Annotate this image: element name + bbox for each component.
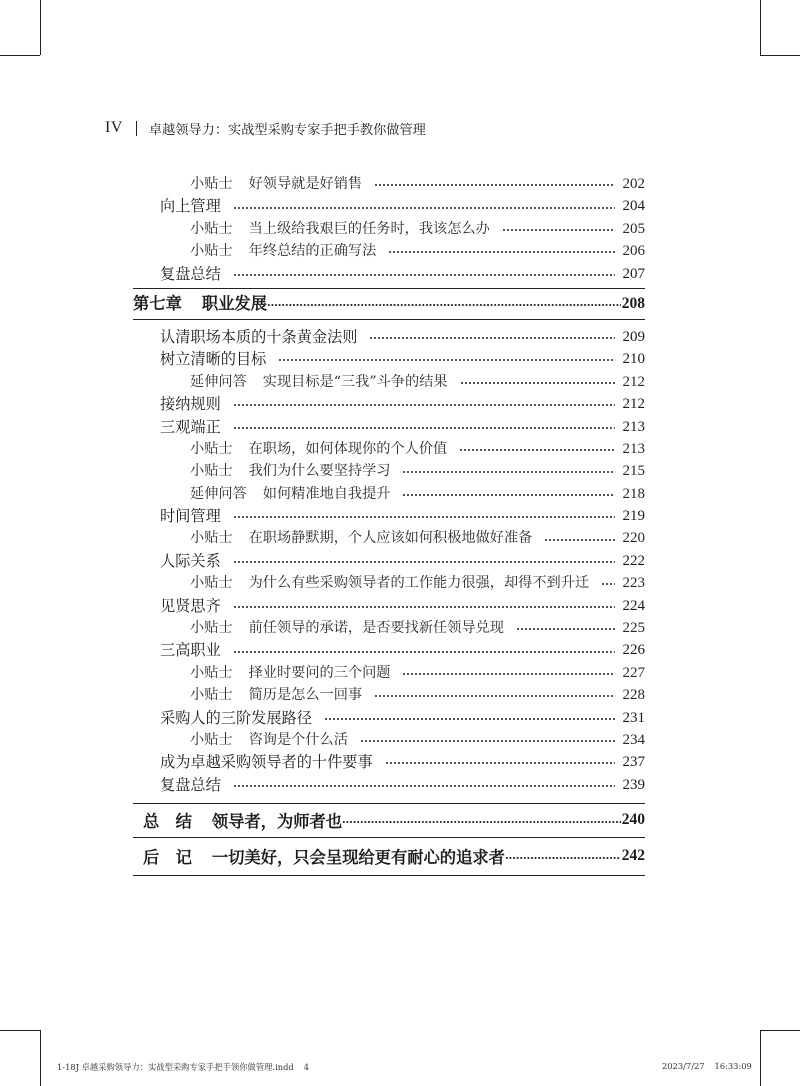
entry-page-number: 220 — [622, 530, 645, 547]
entry-title: 复盘总结 — [160, 775, 221, 794]
crop-mark-top-right-vertical — [760, 0, 761, 55]
entry-title: 在职场静默期，个人应该如何积极地做好准备 — [248, 530, 533, 547]
entry-page-number: 237 — [622, 754, 645, 771]
slug-time: 16:33:09 — [714, 1061, 752, 1071]
header-divider — [136, 121, 137, 136]
crop-mark-top-right-horizontal — [760, 55, 800, 56]
entry-title: 见贤思齐 — [160, 596, 221, 615]
dot-leader — [516, 617, 615, 639]
toc-tip-entry — [133, 173, 645, 195]
dot-leader — [267, 289, 621, 319]
crop-mark-top-left-vertical — [40, 0, 41, 55]
table-of-contents — [133, 173, 645, 876]
entry-tag-label: 小贴士 — [190, 220, 233, 237]
afterword-page-number: 242 — [621, 847, 645, 865]
entry-title: 认清职场本质的十条黄金法则 — [160, 327, 358, 346]
entry-title: 树立清晰的目标 — [160, 350, 267, 369]
entry-tag-label: 小贴士 — [190, 731, 233, 748]
dot-leader — [502, 218, 615, 240]
entry-tag-label: 小贴士 — [190, 463, 233, 480]
toc-tip-entry — [133, 662, 645, 684]
afterword-label: 后 记 — [143, 848, 192, 868]
entry-page-number: 210 — [622, 351, 645, 368]
entry-title: 向上管理 — [160, 197, 221, 216]
entry-tag-label: 延伸问答 — [190, 485, 247, 502]
toc-section-entry — [133, 751, 645, 773]
toc-tip-entry — [133, 684, 645, 706]
entry-title: 三高职业 — [160, 641, 221, 660]
dot-leader — [369, 326, 614, 348]
dot-leader — [385, 751, 615, 773]
entry-title: 实现目标是“三我”斗争的结果 — [262, 373, 448, 390]
conclusion-title: 领导者，为师者也 — [211, 812, 343, 832]
entry-page-number: 206 — [622, 243, 645, 260]
dot-leader — [505, 838, 621, 875]
entry-title: 人际关系 — [160, 551, 221, 570]
entry-page-number: 213 — [622, 440, 645, 457]
toc-continued-list — [133, 173, 645, 285]
entry-title: 简历是怎么一回事 — [248, 687, 363, 704]
dot-leader — [233, 416, 615, 438]
toc-tip-entry — [133, 218, 645, 240]
entry-page-number: 202 — [622, 176, 645, 192]
toc-section-entry — [133, 505, 645, 527]
slug-file-name: 1-18J 卓越采购领导力：实战型采购专家手把手领你做管理.indd — [57, 1062, 294, 1072]
toc-tip-entry — [133, 438, 645, 460]
entry-title: 我们为什么要坚持学习 — [248, 463, 391, 480]
entry-page-number: 224 — [622, 597, 645, 614]
entry-page-number: 234 — [622, 731, 645, 748]
toc-section-entry — [133, 707, 645, 729]
crop-mark-bottom-right-horizontal — [760, 1030, 800, 1031]
toc-tip-entry — [133, 729, 645, 751]
entry-page-number: 223 — [622, 575, 645, 592]
dot-leader — [402, 662, 614, 684]
book-title: 卓越领导力：实战型采购专家手把手教你做管理 — [148, 122, 426, 138]
chapter-label: 第七章 — [133, 293, 182, 313]
entry-title: 如何精准地自我提升 — [262, 485, 391, 502]
toc-section-entry — [133, 416, 645, 438]
entry-page-number: 219 — [622, 508, 645, 525]
toc-section-entry — [133, 393, 645, 415]
dot-leader — [388, 240, 614, 262]
toc-section-entry — [133, 550, 645, 572]
entry-page-number: 228 — [622, 687, 645, 704]
dot-leader — [342, 804, 621, 837]
entry-title: 择业时要问的三个问题 — [248, 664, 391, 681]
entry-page-number: 213 — [622, 418, 645, 435]
toc-conclusion-entry — [133, 803, 645, 838]
dot-leader — [324, 707, 615, 729]
entry-tag-label: 小贴士 — [190, 687, 233, 704]
toc-chapter-entries-list — [133, 326, 645, 796]
entry-page-number: 218 — [622, 485, 645, 502]
toc-tip-entry — [133, 527, 645, 549]
dot-leader — [233, 263, 615, 285]
toc-section-entry — [133, 263, 645, 285]
slug-date: 2023/7/27 — [662, 1061, 705, 1071]
print-slug-file — [57, 1061, 309, 1073]
entry-page-number: 212 — [622, 396, 645, 413]
dot-leader — [544, 527, 614, 549]
dot-leader — [402, 483, 614, 505]
entry-page-number: 227 — [622, 664, 645, 681]
afterword-title: 一切美好，只会呈现给更有耐心的追求者 — [211, 848, 505, 868]
toc-tip-entry — [133, 483, 645, 505]
toc-section-entry — [133, 774, 645, 796]
entry-page-number: 205 — [622, 220, 645, 237]
toc-chapter-entry — [133, 288, 645, 320]
dot-leader — [460, 371, 615, 393]
entry-title: 当上级给我艰巨的任务时，我该怎么办 — [248, 220, 490, 237]
slug-sheet-number: 4 — [303, 1062, 309, 1072]
entry-title: 咨询是个什么活 — [248, 731, 348, 748]
entry-page-number: 209 — [622, 328, 645, 345]
entry-page-number: 215 — [622, 463, 645, 480]
crop-mark-bottom-left-vertical — [40, 1030, 41, 1086]
entry-title: 年终总结的正确写法 — [248, 243, 377, 260]
dot-leader — [233, 393, 615, 415]
entry-title: 时间管理 — [160, 507, 221, 526]
toc-closing-list — [133, 803, 645, 876]
entry-page-number: 212 — [622, 373, 645, 390]
crop-mark-bottom-right-vertical — [760, 1030, 761, 1086]
toc-tip-entry — [133, 371, 645, 393]
entry-page-number: 207 — [622, 265, 645, 282]
crop-mark-top-left-horizontal — [0, 55, 40, 56]
chapter-page-number: 208 — [621, 294, 645, 312]
entry-title: 好领导就是好销售 — [248, 176, 363, 192]
entry-title: 复盘总结 — [160, 264, 221, 283]
entry-page-number: 225 — [622, 620, 645, 637]
entry-tag-label: 小贴士 — [190, 176, 233, 192]
entry-title: 前任领导的承诺，是否要找新任领导兑现 — [248, 620, 504, 637]
dot-leader — [233, 774, 615, 796]
toc-section-entry — [133, 348, 645, 370]
entry-page-number: 222 — [622, 552, 645, 569]
entry-title: 在职场，如何体现你的个人价值 — [248, 440, 448, 457]
conclusion-label: 总 结 — [143, 812, 192, 832]
entry-tag-label: 小贴士 — [190, 575, 233, 592]
entry-page-number: 239 — [622, 776, 645, 793]
entry-title: 采购人的三阶发展路径 — [160, 708, 312, 727]
print-slug-timestamp — [662, 1061, 752, 1071]
toc-section-entry — [133, 639, 645, 661]
entry-page-number: 204 — [622, 198, 645, 215]
entry-tag-label: 延伸问答 — [190, 373, 247, 390]
toc-afterword-entry — [133, 838, 645, 876]
entry-tag-label: 小贴士 — [190, 664, 233, 681]
dot-leader — [233, 550, 615, 572]
page-number-roman: IV — [105, 119, 123, 136]
dot-leader — [374, 173, 614, 195]
entry-tag-label: 小贴士 — [190, 440, 233, 457]
toc-tip-entry — [133, 240, 645, 262]
running-header — [105, 118, 426, 138]
dot-leader — [374, 684, 614, 706]
crop-mark-bottom-left-horizontal — [0, 1030, 40, 1031]
toc-tip-entry — [133, 617, 645, 639]
entry-title: 三观端正 — [160, 417, 221, 436]
entry-page-number: 226 — [622, 642, 645, 659]
dot-leader — [233, 505, 615, 527]
dot-leader — [402, 460, 614, 482]
entry-tag-label: 小贴士 — [190, 243, 233, 260]
entry-page-number: 231 — [622, 709, 645, 726]
dot-leader — [233, 195, 615, 217]
entry-title: 为什么有些采购领导者的工作能力很强，却得不到升迁 — [248, 575, 590, 592]
entry-title: 接纳规则 — [160, 395, 221, 414]
conclusion-page-number: 240 — [621, 811, 645, 829]
toc-section-entry — [133, 595, 645, 617]
dot-leader — [233, 639, 615, 661]
toc-tip-entry — [133, 460, 645, 482]
dot-leader — [278, 348, 614, 370]
entry-tag-label: 小贴士 — [190, 620, 233, 637]
toc-tip-entry — [133, 572, 645, 594]
dot-leader — [459, 438, 614, 460]
entry-title: 成为卓越采购领导者的十件要事 — [160, 753, 373, 772]
dot-leader — [601, 572, 614, 594]
toc-section-entry — [133, 326, 645, 348]
entry-tag-label: 小贴士 — [190, 530, 233, 547]
dot-leader — [233, 595, 615, 617]
toc-section-entry — [133, 195, 645, 217]
dot-leader — [360, 729, 615, 751]
chapter-title: 职业发展 — [201, 293, 267, 313]
